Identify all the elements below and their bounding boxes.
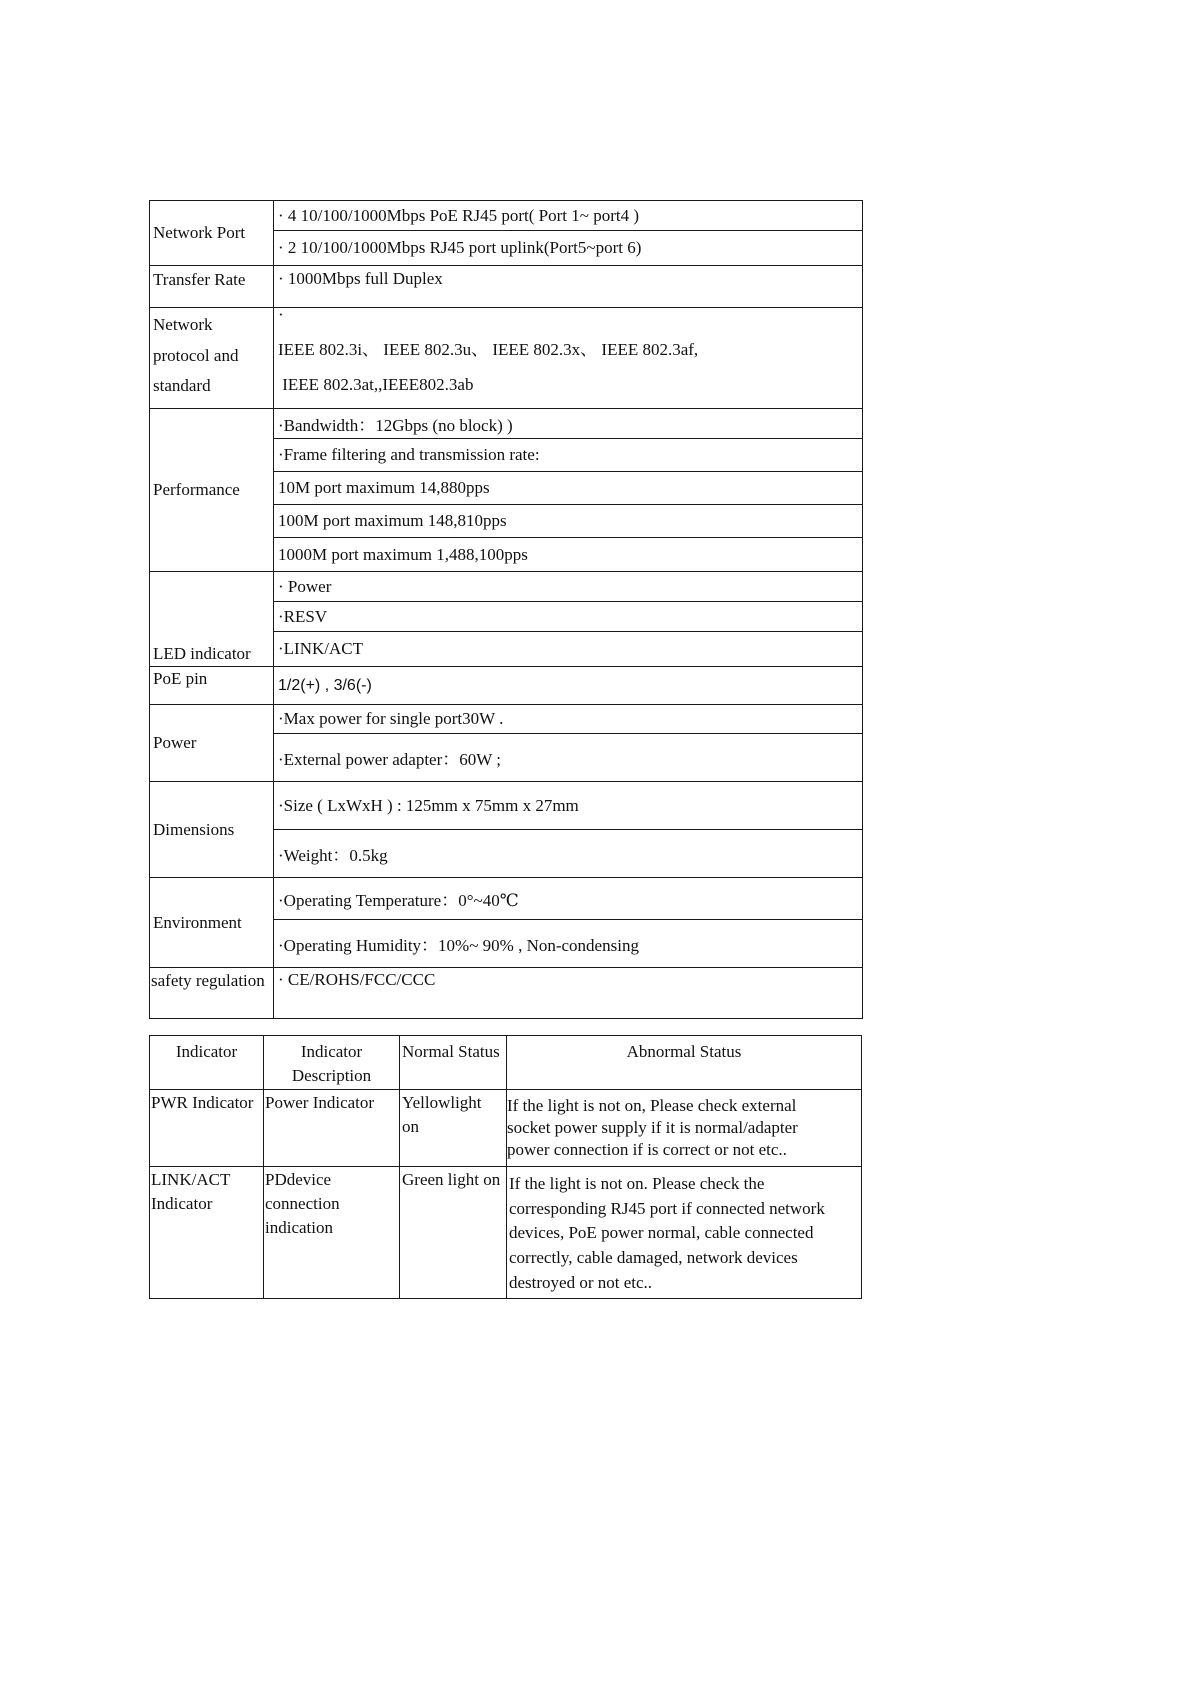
pwr-indicator-name: PWR Indicator (150, 1090, 264, 1167)
performance-value-4: 100M port maximum 148,810pps (274, 505, 863, 538)
indicator-header: Indicator (150, 1036, 264, 1090)
normal-status-header: Normal Status (400, 1036, 507, 1090)
link-act-abnormal-line-1: If the light is not on. Please check the (509, 1174, 765, 1193)
indicator-table (149, 1035, 862, 1299)
safety-regulation-label: safety regulation (150, 968, 274, 1019)
spec-row-power-1 (150, 705, 863, 734)
pwr-abnormal-status (507, 1090, 862, 1167)
performance-value-1: ·Bandwidth：12Gbps (no block) ) (274, 409, 863, 439)
led-value-1: · Power (274, 572, 863, 602)
pwr-normal-status (400, 1090, 507, 1167)
power-value-2: ·External power adapter：60W ; (274, 734, 863, 782)
link-act-abnormal-line-4: correctly, cable damaged, network devices (509, 1247, 798, 1267)
link-act-name-line-2: Indicator (151, 1193, 213, 1213)
transfer-rate-value: · 1000Mbps full Duplex (274, 266, 863, 308)
led-value-3: ·LINK/ACT (274, 632, 863, 667)
network-protocol-label-line-1: Network (153, 315, 213, 334)
network-protocol-label-line-3: standard (153, 376, 211, 396)
dimensions-value-2: ·Weight：0.5kg (274, 830, 863, 878)
indicator-row-link-act (150, 1167, 862, 1299)
spec-row-poe-pin (150, 667, 863, 705)
spec-row-led-1 (150, 572, 863, 602)
link-act-abnormal-line-5: destroyed or not etc.. (509, 1272, 653, 1292)
specification-table (149, 200, 863, 1019)
led-indicator-label: LED indicator (150, 572, 274, 667)
indicator-header-row (150, 1036, 862, 1090)
network-protocol-bullet: · (278, 305, 284, 324)
spec-row-network-port-1 (150, 201, 863, 231)
environment-value-1: ·Operating Temperature：0°~40℃ (274, 878, 863, 920)
transfer-rate-label: Transfer Rate (150, 266, 274, 308)
link-act-abnormal-line-3: devices, PoE power normal, cable connected (509, 1223, 814, 1243)
dimensions-label: Dimensions (150, 782, 274, 878)
network-port-label: Network Port (150, 201, 274, 266)
dimensions-value-1: ·Size ( LxWxH ) : 125mm x 75mm x 27mm (274, 782, 863, 830)
link-act-indicator-name (150, 1167, 264, 1299)
description-header-line-1: Indicator (300, 1042, 363, 1061)
spec-row-performance-1 (150, 409, 863, 439)
link-act-abnormal-line-2: corresponding RJ45 port if connected network (509, 1198, 825, 1218)
spec-row-transfer-rate (150, 266, 863, 308)
spec-row-environment-1 (150, 878, 863, 920)
link-act-abnormal-status (507, 1167, 862, 1299)
link-act-description-line-1: PDdevice (265, 1170, 332, 1189)
network-protocol-line-1: IEEE 802.3i、 IEEE 802.3u、 IEEE 802.3x、 IEEE 802.3af, (278, 340, 699, 359)
network-protocol-value (274, 305, 863, 409)
performance-label: Performance (150, 409, 274, 572)
pwr-normal-line-1: Yellowlight (402, 1093, 482, 1112)
indicator-row-pwr (150, 1090, 862, 1167)
network-protocol-line-2: IEEE 802.3at,,IEEE802.3ab (278, 375, 474, 395)
network-protocol-label-line-2: protocol and (153, 345, 239, 365)
pwr-indicator-description: Power Indicator (264, 1090, 400, 1167)
power-label: Power (150, 705, 274, 782)
link-act-normal-status: Green light on (400, 1167, 507, 1299)
performance-value-2: ·Frame filtering and transmission rate: (274, 439, 863, 472)
link-act-description-line-3: indication (265, 1217, 333, 1237)
network-protocol-label (150, 308, 274, 409)
network-port-value-2: · 2 10/100/1000Mbps RJ45 port uplink(Port5~port 6) (274, 231, 863, 266)
performance-value-3: 10M port maximum 14,880pps (274, 472, 863, 505)
spec-row-safety (150, 968, 863, 1019)
performance-value-5: 1000M port maximum 1,488,100pps (274, 538, 863, 572)
link-act-description-line-2: connection (265, 1193, 340, 1213)
poe-pin-label: PoE pin (150, 667, 274, 705)
spec-row-network-protocol (150, 308, 863, 409)
safety-regulation-value: · CE/ROHS/FCC/CCC (274, 968, 863, 1019)
link-act-name-line-1: LINK/ACT (151, 1170, 231, 1189)
pwr-abnormal-line-2: socket power supply if it is normal/adapter (507, 1118, 798, 1138)
network-port-value-1: · 4 10/100/1000Mbps PoE RJ45 port( Port 1~ port4 ) (274, 201, 863, 231)
abnormal-status-header: Abnormal Status (507, 1036, 862, 1090)
pwr-normal-line-2: on (402, 1116, 419, 1136)
spec-row-dimensions-1 (150, 782, 863, 830)
pwr-abnormal-line-1: If the light is not on, Please check external (507, 1096, 797, 1115)
description-header-line-2: Description (291, 1065, 372, 1085)
led-value-2: ·RESV (274, 602, 863, 632)
power-value-1: ·Max power for single port30W . (274, 705, 863, 734)
environment-label: Environment (150, 878, 274, 968)
link-act-indicator-description (264, 1167, 400, 1299)
environment-value-2: ·Operating Humidity：10%~ 90% , Non-condensing (274, 920, 863, 968)
pwr-abnormal-line-3: power connection if is correct or not etc.. (507, 1140, 787, 1160)
description-header (264, 1036, 400, 1090)
poe-pin-value: 1/2(+) , 3/6(-) (274, 667, 863, 705)
